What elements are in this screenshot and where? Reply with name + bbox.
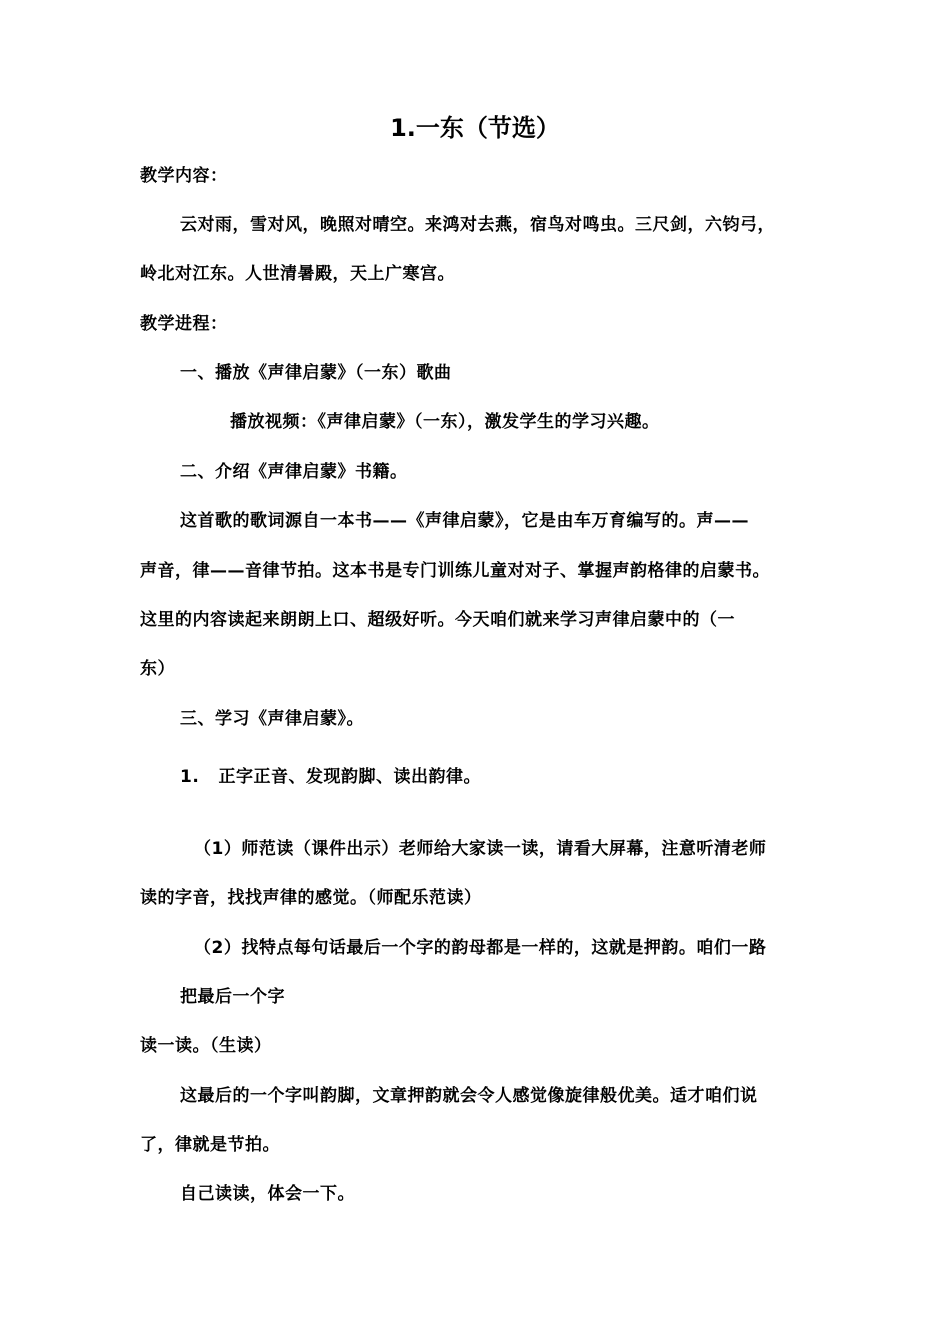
document-title: 1.一东（节选） (390, 114, 560, 142)
text-line: 声音，律——音律节拍。这本书是专门训练儿童对对子、掌握声韵格律的启蒙书。 (140, 561, 770, 581)
text-line: 读的字音，找找声律的感觉。（师配乐范读） (140, 888, 482, 908)
text-line: 自己读读，体会一下。 (180, 1184, 355, 1204)
text-line: 把最后一个字 (180, 987, 285, 1007)
heading-teaching-content: 教学内容： (140, 166, 228, 186)
text-line: 这里的内容读起来朗朗上口、超级好听。今天咱们就来学习声律启蒙中的（一 (140, 610, 735, 630)
section-heading-three: 三、学习《声律启蒙》。 (180, 709, 364, 729)
text-line: 岭北对江东。人世清暑殿，天上广寒宫。 (140, 264, 455, 284)
text-line: 播放视频：《声律启蒙》（一东），激发学生的学习兴趣。 (230, 412, 660, 432)
text-line: 这首歌的歌词源自一本书——《声律启蒙》，它是由车万育编写的。声—— (180, 511, 749, 531)
text-line: （1）师范读（课件出示）老师给大家读一读，请看大屏幕，注意听清老师 (194, 839, 767, 859)
text-line: 东） (140, 659, 175, 679)
list-item-one: 1. 正字正音、发现韵脚、读出韵律。 (180, 767, 482, 787)
section-heading-two: 二、介绍《声律启蒙》书籍。 (180, 462, 408, 482)
text-line: 这最后的一个字叫韵脚，文章押韵就会令人感觉像旋律般优美。适才咱们说 (180, 1086, 758, 1106)
heading-teaching-process: 教学进程： (140, 314, 228, 334)
section-heading-one: 一、播放《声律启蒙》（一东）歌曲 (180, 363, 452, 383)
text-line: 读一读。（生读） (140, 1036, 272, 1056)
text-line: 了，律就是节拍。 (140, 1135, 280, 1155)
text-line: （2）找特点每句话最后一个字的韵母都是一样的，这就是押韵。咱们一路 (194, 938, 767, 958)
text-line: 云对雨，雪对风，晚照对晴空。来鸿对去燕，宿鸟对鸣虫。三尺剑，六钧弓， (180, 215, 775, 235)
